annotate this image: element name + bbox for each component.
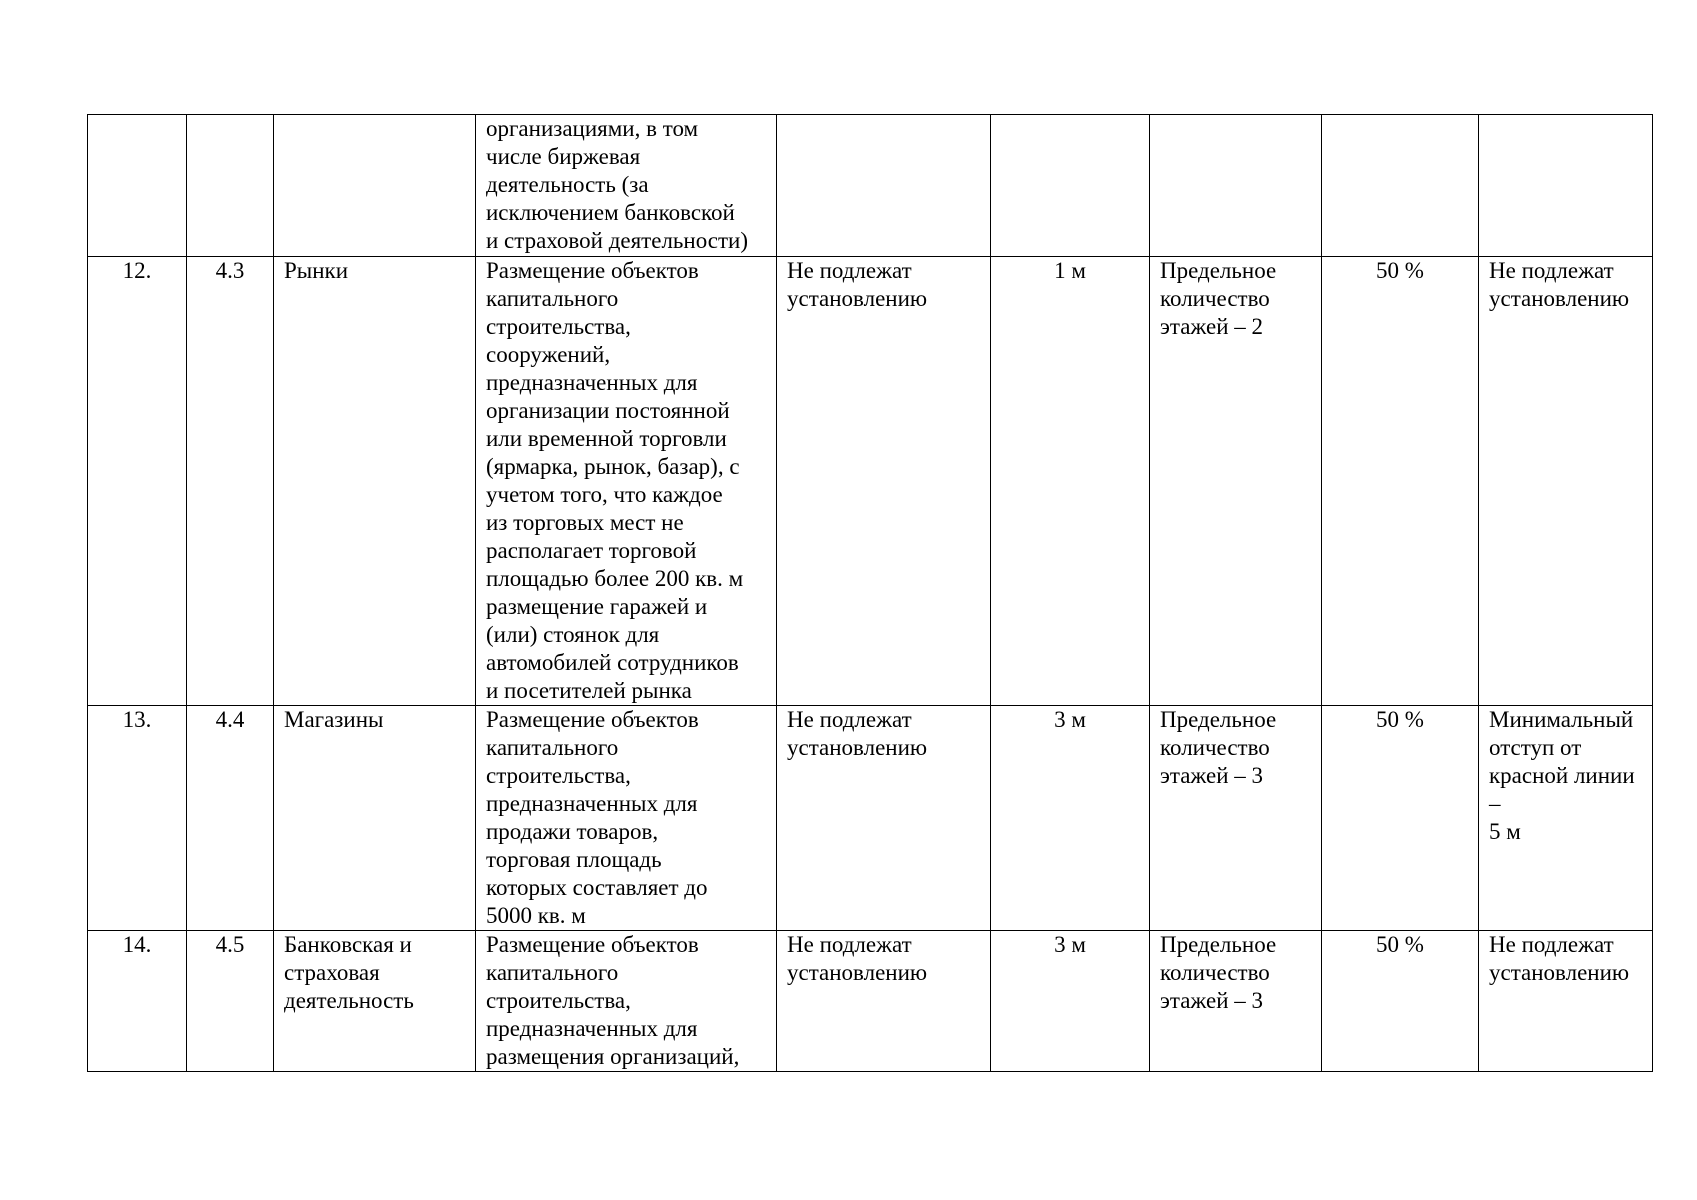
table-row bbox=[88, 257, 1653, 706]
land-use-code-cell bbox=[187, 115, 274, 257]
row-number-cell: 14. bbox=[88, 931, 187, 1072]
zoning-regulations-table bbox=[87, 114, 1653, 1072]
coverage-cell: 50 % bbox=[1322, 706, 1479, 931]
coverage-cell bbox=[1322, 115, 1479, 257]
description-cell: Размещение объектов капитального строительства, предназначенных для продажи товаров, торговая площадь которых составляет до 5000 кв. м bbox=[476, 706, 777, 931]
land-use-name-cell: Рынки bbox=[274, 257, 476, 706]
table-row bbox=[88, 931, 1653, 1072]
setback-cell bbox=[991, 115, 1150, 257]
floors-cell: Предельное количество этажей – 3 bbox=[1150, 706, 1322, 931]
floors-cell: Предельное количество этажей – 3 bbox=[1150, 931, 1322, 1072]
table-row bbox=[88, 115, 1653, 257]
setback-cell: 3 м bbox=[991, 706, 1150, 931]
description-cell: организациями, в том числе биржевая деятельность (за исключением банковской и страховой деятельности) bbox=[476, 115, 777, 257]
description-cell: Размещение объектов капитального строительства, предназначенных для размещения организаций, bbox=[476, 931, 777, 1072]
plot-size-cell: Не подлежат установлению bbox=[777, 931, 991, 1072]
plot-size-cell bbox=[777, 115, 991, 257]
setback-cell: 1 м bbox=[991, 257, 1150, 706]
coverage-cell: 50 % bbox=[1322, 257, 1479, 706]
land-use-code-cell: 4.3 bbox=[187, 257, 274, 706]
floors-cell bbox=[1150, 115, 1322, 257]
other-params-cell bbox=[1479, 115, 1653, 257]
row-number-cell: 12. bbox=[88, 257, 187, 706]
land-use-name-cell: Магазины bbox=[274, 706, 476, 931]
row-number-cell: 13. bbox=[88, 706, 187, 931]
coverage-cell: 50 % bbox=[1322, 931, 1479, 1072]
setback-cell: 3 м bbox=[991, 931, 1150, 1072]
floors-cell: Предельное количество этажей – 2 bbox=[1150, 257, 1322, 706]
land-use-name-cell bbox=[274, 115, 476, 257]
plot-size-cell: Не подлежат установлению bbox=[777, 706, 991, 931]
other-params-cell: Минимальный отступ от красной линии – 5 м bbox=[1479, 706, 1653, 931]
other-params-cell: Не подлежат установлению bbox=[1479, 931, 1653, 1072]
land-use-code-cell: 4.5 bbox=[187, 931, 274, 1072]
row-number-cell bbox=[88, 115, 187, 257]
land-use-name-cell: Банковская и страховая деятельность bbox=[274, 931, 476, 1072]
other-params-cell: Не подлежат установлению bbox=[1479, 257, 1653, 706]
description-cell: Размещение объектов капитального строительства, сооружений, предназначенных для организации постоянной или временной торговли (ярмарка, рынок, базар), с учетом того, что каждое из торговых мест не располагает торговой площадью более 200 кв. м размещение гаражей и (или) стоянок для автомобилей сотрудников и посетителей рынка bbox=[476, 257, 777, 706]
plot-size-cell: Не подлежат установлению bbox=[777, 257, 991, 706]
land-use-code-cell: 4.4 bbox=[187, 706, 274, 931]
table-row bbox=[88, 706, 1653, 931]
